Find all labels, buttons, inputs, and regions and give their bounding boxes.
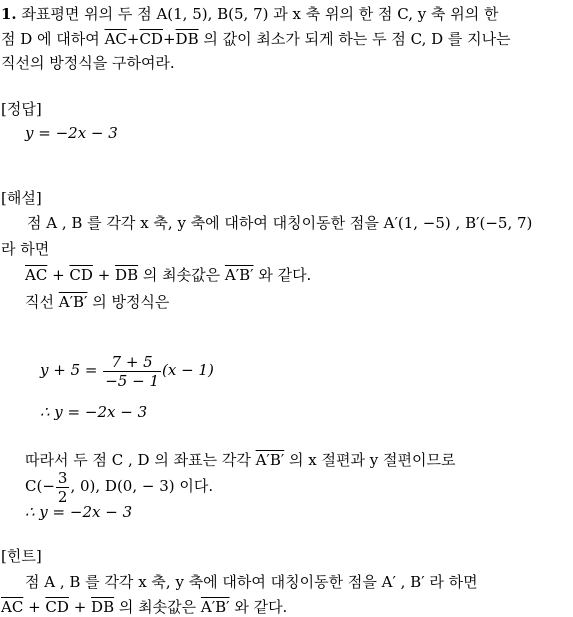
explanation-line-1: 점 A , B 를 각각 x 축, y 축에 대하여 대칭이동한 점을 A′(1, −5) , B′(−5, 7)	[27, 214, 533, 232]
segment-ac: $\overline{AC}$	[1, 598, 24, 616]
explanation-text: 의 최솟값은	[138, 266, 225, 284]
problem-number: 1.	[1, 5, 17, 23]
explanation-line-2: 라 하면	[1, 240, 50, 258]
hint-line-1: 점 A , B 를 각각 x 축, y 축에 대하여 대칭이동한 점을 A′ , B′ 라 하면	[25, 573, 478, 591]
explanation-text: 와 같다.	[253, 266, 312, 284]
plus-sign: +	[68, 598, 92, 616]
equation-right: (x − 1)	[162, 361, 214, 379]
segment-db: $\overline{DB}$	[115, 266, 139, 284]
problem-line-2	[1, 29, 511, 49]
problem-text-2b: 의 값이 최소가 되게 하는 두 점 C, D 를 지나는	[198, 30, 511, 48]
hint-text: 의 최솟값은	[114, 598, 201, 616]
plus-sign: +	[162, 30, 176, 48]
plus-sign: +	[92, 266, 116, 284]
segment-cd: $\overline{CD}$	[69, 266, 93, 284]
problem-text-2a: 점 D 에 대하여	[1, 30, 105, 48]
segment-cd: $\overline{CD}$	[139, 30, 163, 48]
hint-line-2	[1, 597, 287, 617]
segment-a-prime-b-prime: A′B′	[200, 598, 230, 616]
fraction-denominator: −5 − 1	[105, 371, 159, 390]
segment-ac: $\overline{AC}$	[104, 30, 127, 48]
plus-sign: +	[47, 266, 70, 284]
fraction-denominator: 2	[57, 487, 68, 506]
explanation-line-4	[25, 292, 169, 312]
plus-sign: +	[126, 30, 140, 48]
explanation-text: 직선	[25, 293, 59, 311]
explanation-line-3	[25, 265, 311, 285]
x-intercept-fraction	[56, 469, 70, 506]
point-c-d-end: , 0), D(0, − 3) 이다.	[70, 477, 214, 495]
problem-line-1	[1, 4, 499, 24]
explanation-text: 의 방정식은	[87, 293, 170, 311]
explanation-text: 따라서 두 점 C , D 의 좌표는 각각	[25, 451, 256, 469]
answer-header: [정답]	[1, 100, 42, 118]
equation-left: y + 5 =	[40, 361, 103, 379]
explanation-header: [해설]	[1, 189, 42, 207]
segment-cd: $\overline{CD}$	[45, 598, 69, 616]
explanation-line-5	[25, 450, 455, 470]
segment-db: $\overline{DB}$	[175, 30, 199, 48]
segment-a-prime-b-prime: A′B′	[224, 266, 254, 284]
fraction-numerator: 3	[57, 468, 68, 487]
problem-line-3: 직선의 방정식을 구하여라.	[1, 54, 175, 72]
explanation-line-7: ∴ y = −2x − 3	[25, 503, 133, 521]
fraction-numerator: 7 + 5	[103, 353, 161, 372]
problem-text-1: 좌표평면 위의 두 점 A(1, 5), B(5, 7) 과 x 축 위의 한 점 C, y 축 위의 한	[21, 5, 499, 23]
explanation-line-6	[25, 468, 213, 506]
hint-header: [힌트]	[1, 547, 42, 565]
segment-ac: $\overline{AC}$	[25, 266, 48, 284]
segment-a-prime-b-prime: A′B′	[255, 451, 285, 469]
answer-equation: y = −2x − 3	[25, 124, 118, 142]
segment-a-prime-b-prime: A′B′	[58, 293, 88, 311]
hint-text: 와 같다.	[229, 598, 288, 616]
slope-fraction	[103, 353, 161, 390]
point-c-start: C(−	[25, 477, 55, 495]
segment-db: $\overline{DB}$	[91, 598, 115, 616]
equation-therefore: ∴ y = −2x − 3	[40, 403, 148, 421]
plus-sign: +	[23, 598, 46, 616]
explanation-text: 의 x 절편과 y 절편이므로	[284, 451, 456, 469]
line-equation	[40, 352, 214, 390]
